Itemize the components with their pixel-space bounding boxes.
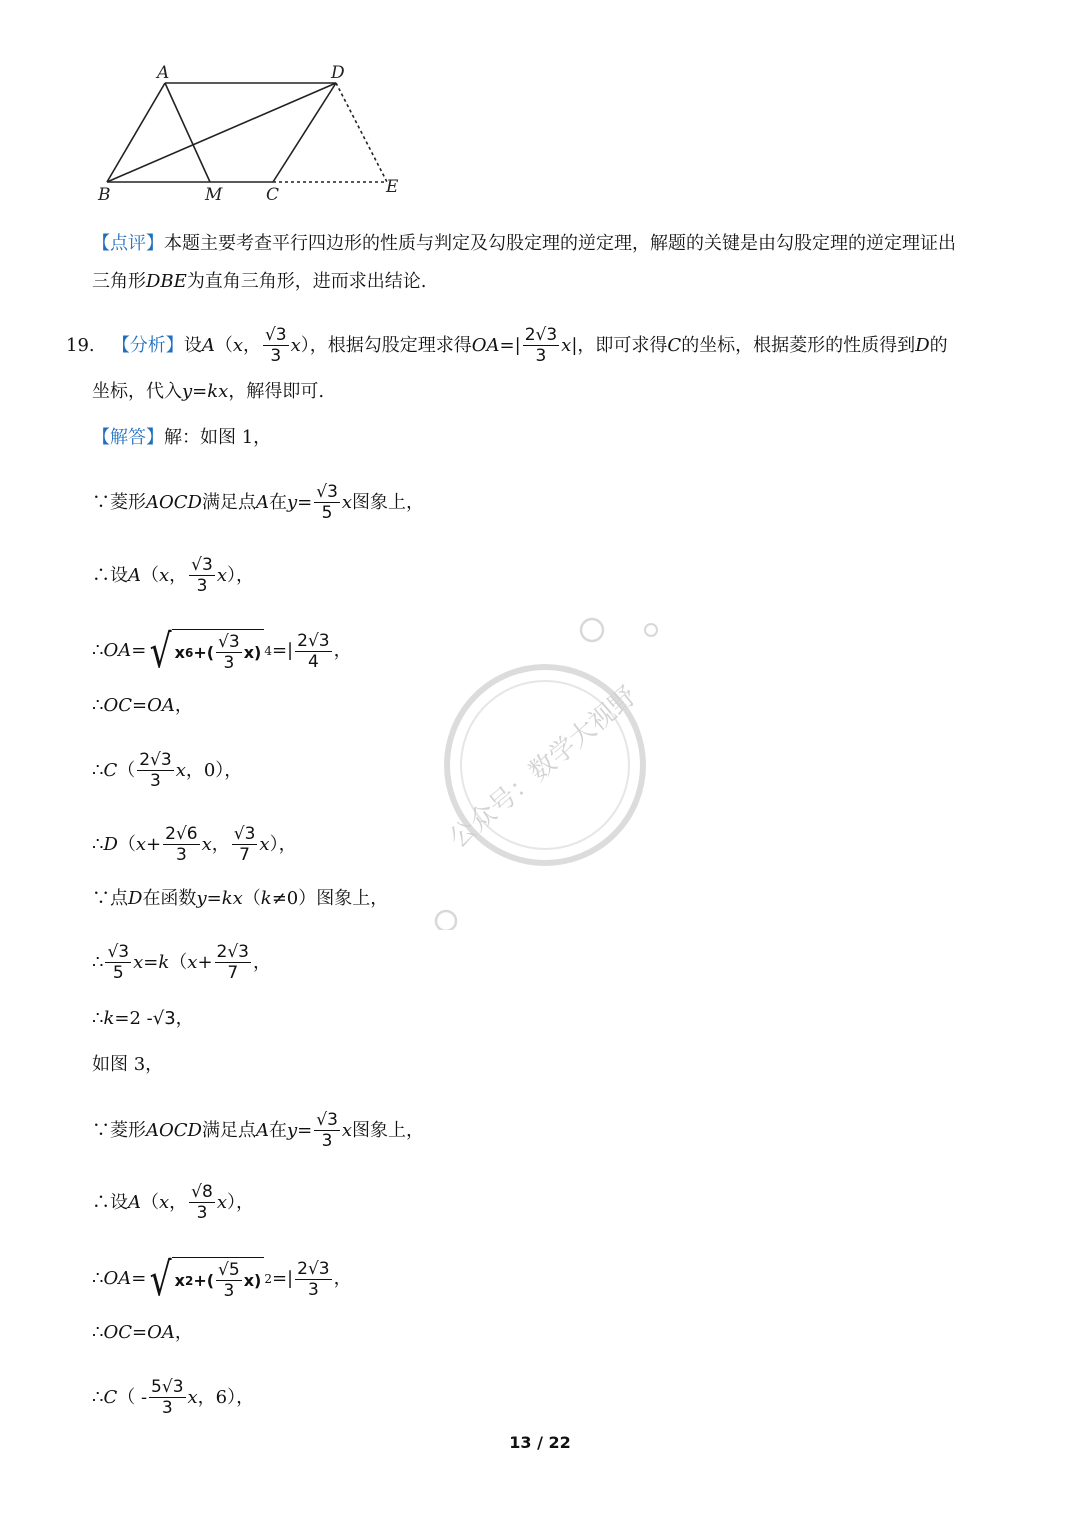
step-t4: ∴ OC = OA ，	[92, 1322, 193, 1343]
step-4: ∴ OC = OA ，	[92, 695, 193, 716]
analysis-tag: 【分析】	[111, 334, 184, 356]
step-2: ∴设 A （ x ， $\frac{√3}{3}$ x ），	[92, 555, 254, 596]
step-t2: ∴设 A （ x ， $\frac{√8}{3}$ x ），	[92, 1182, 254, 1223]
parallelogram-figure	[90, 60, 420, 205]
label-e: E	[386, 177, 399, 197]
step-8: ∴ $\frac{√3}{5}$ x = k （ x + $\frac{2√3}{7}$ ，	[92, 942, 271, 983]
label-c: C	[266, 185, 280, 205]
watermark-text: 公众号：数学大视野	[443, 681, 643, 855]
step-t3: ∴ OA = √ x 2 +( $\frac{√5}{3}$ x ) 2 =| $\frac{2√3}{3}$ ，	[92, 1252, 352, 1306]
label-d: D	[331, 63, 345, 83]
step-9: ∴ k =2 - √3 ，	[92, 1008, 194, 1029]
step-3: ∴ OA = √ x 6 +( $\frac{√3}{3}$ x ) 4 =| $\frac{2√3}{4}$ ，	[92, 624, 352, 678]
step-t5: ∴ C （ - $\frac{5√3}{3}$ x ，6），	[92, 1377, 255, 1418]
watermark-seal	[420, 610, 680, 930]
question-number: 19.	[66, 334, 95, 356]
step-t1: ∵菱形 AOCD 满足点 A 在 y = $\frac{√3}{3}$ x 图象上，	[92, 1110, 425, 1151]
step-6: ∴ D （ x + $\frac{2√6}{3}$ x ， $\frac{√3}{7}$ x ），	[92, 824, 297, 865]
label-m: M	[205, 185, 223, 205]
sqrt-expression: √ x 2 +( $\frac{√5}{3}$ x )	[146, 1256, 264, 1302]
sqrt-expression: √ x 6 +( $\frac{√3}{3}$ x )	[146, 628, 264, 674]
answer-tag: 【解答】	[92, 427, 164, 448]
q19-analysis-line-2: 坐标，代入 y = kx ，解得即可.	[92, 381, 325, 402]
label-a: A	[157, 63, 170, 83]
label-b: B	[98, 185, 111, 205]
step-1: ∵菱形 AOCD 满足点 A 在 y = $\frac{√3}{5}$ x 图象上，	[92, 482, 425, 523]
fraction: $\frac{2√3}{3}$	[524, 325, 558, 366]
comment-line-1: 【点评】 本题主要考查平行四边形的性质与判定及勾股定理的逆定理，解题的关键是由勾股定理的逆定理证出	[92, 230, 956, 258]
fraction: $\frac{√3}{3}$	[264, 325, 287, 366]
comment-tag: 【点评】	[92, 233, 164, 254]
figure-3-intro: 如图 3，	[92, 1054, 164, 1075]
step-5: ∴ C （ $\frac{2√3}{3}$ x ，0），	[92, 750, 243, 791]
q19-analysis-line-1: 19. 【分析】 设 A （ x ， $\frac{√3}{3}$ x ），根据勾股定理求得 OA =| $\frac{2√3}{3}$ x |，即可求得 C 的坐标，根据菱形的性质得到 D 的	[66, 325, 948, 366]
answer-intro: 【解答】 解：如图 1，	[92, 424, 271, 452]
comment-line-2: 三角形 DBE 为直角三角形，进而求出结论.	[92, 271, 427, 292]
page-number: 13 / 22	[509, 1433, 571, 1452]
step-7: ∵点 D 在函数 y = kx （ k ≠0）图象上，	[92, 888, 389, 909]
